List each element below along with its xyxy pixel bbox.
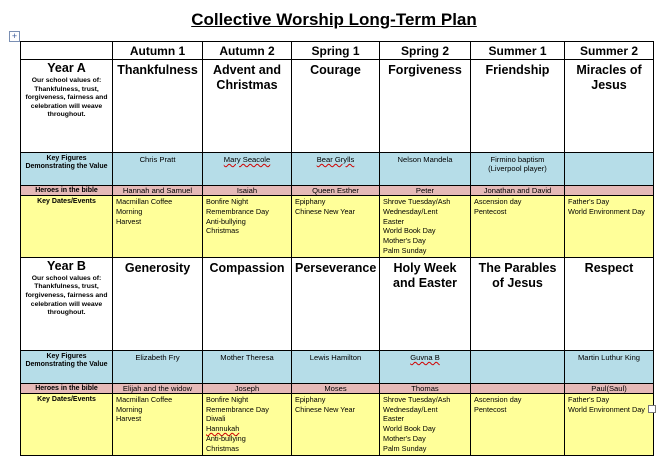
- year-b-hero-spring-1: Moses: [292, 383, 380, 393]
- year-b-key-dates-label: Key Dates/Events: [21, 393, 113, 455]
- date-item: Epiphany: [295, 197, 326, 206]
- year-b-dates-summer-2: [565, 393, 654, 455]
- date-item: Anti-bullying: [206, 433, 246, 443]
- year-a-heroes-label: Heroes in the bible: [21, 186, 113, 196]
- year-b-dates-spring-2: [380, 393, 471, 455]
- year-a-figure-spring-1-text: Bear Grylls: [316, 155, 355, 164]
- year-a-hero-autumn-1: Hannah and Samuel: [113, 186, 203, 196]
- year-b-label: Year B: [47, 258, 86, 273]
- table-move-handle-icon[interactable]: +: [9, 31, 20, 42]
- year-a-theme-summer-2: Miracles of Jesus: [565, 60, 654, 153]
- year-b-dates-autumn-2: [203, 393, 292, 455]
- year-a-theme-autumn-1: Thankfulness: [113, 60, 203, 153]
- year-b-key-figures-row: [21, 350, 654, 383]
- date-item: Chinese New Year: [295, 206, 356, 216]
- date-item: World Environment Day: [568, 206, 645, 216]
- year-a-figure-spring-1: [292, 153, 380, 186]
- year-a-dates-spring-1: [292, 196, 380, 258]
- year-a-figure-autumn-2: [203, 153, 292, 186]
- year-b-hero-summer-1: [471, 383, 565, 393]
- date-item: Chinese New Year: [295, 404, 356, 414]
- column-header-autumn-1: Autumn 1: [113, 42, 203, 60]
- date-item: Shrove Tuesday/Ash: [383, 197, 451, 206]
- year-a-hero-autumn-2: Isaiah: [203, 186, 292, 196]
- worship-plan-table: [20, 41, 654, 456]
- date-item: Father's Day: [568, 394, 610, 404]
- year-a-theme-row: [21, 60, 654, 153]
- year-b-label-cell: [21, 257, 113, 350]
- year-a-key-dates-label: Key Dates/Events: [21, 196, 113, 258]
- year-b-figure-summer-1: [471, 350, 565, 383]
- year-b-figure-spring-2-text: Guvna B: [410, 352, 440, 362]
- year-a-dates-summer-2: [565, 196, 654, 258]
- year-a-values-text: Our school values of: Thankfulness, trust, forgiveness, fairness and celebration will weave throughout.: [25, 77, 108, 119]
- year-b-heroes-row: [21, 383, 654, 393]
- date-item: Remembrance Day: [206, 206, 269, 216]
- date-item: Remembrance Day: [206, 404, 269, 414]
- date-item: Easter: [383, 216, 405, 226]
- table-resize-handle-icon[interactable]: [648, 405, 656, 413]
- date-item: Diwali: [206, 414, 226, 424]
- column-header-summer-2: Summer 2: [565, 42, 654, 60]
- year-b-theme-spring-2: Holy Week and Easter: [380, 257, 471, 350]
- date-item: World Book Day: [383, 424, 436, 434]
- year-b-dates-autumn-1: [113, 393, 203, 455]
- date-item: Mother's Day: [383, 433, 426, 443]
- date-item: Ascension day: [474, 394, 522, 404]
- year-a-heroes-row: [21, 186, 654, 196]
- date-item: Bonfire Night: [206, 197, 249, 206]
- year-a-hero-summer-2: [565, 186, 654, 196]
- year-a-hero-spring-1: Queen Esther: [292, 186, 380, 196]
- column-header-autumn-2: Autumn 2: [203, 42, 292, 60]
- date-item: Hannukah: [206, 424, 240, 434]
- date-item: Harvest: [116, 216, 142, 226]
- year-a-theme-spring-2: Forgiveness: [380, 60, 471, 153]
- column-header-spring-2: Spring 2: [380, 42, 471, 60]
- year-b-hero-autumn-2: Joseph: [203, 383, 292, 393]
- date-item: Pentecost: [474, 206, 507, 216]
- date-item: Morning: [116, 206, 143, 216]
- year-b-figure-spring-1: Lewis Hamilton: [292, 350, 380, 383]
- date-item: Mother's Day: [383, 236, 426, 246]
- year-a-dates-summer-1: [471, 196, 565, 258]
- date-item: Macmillan Coffee: [116, 197, 173, 206]
- date-item: Macmillan Coffee: [116, 394, 173, 404]
- date-item: World Book Day: [383, 226, 436, 236]
- year-a-theme-spring-1: Courage: [292, 60, 380, 153]
- year-b-theme-row: [21, 257, 654, 350]
- page-title: Collective Worship Long-Term Plan: [191, 10, 477, 29]
- header-row: [21, 42, 654, 60]
- date-item: World Environment Day: [568, 404, 645, 414]
- year-a-dates-autumn-1: [113, 196, 203, 258]
- year-b-figure-autumn-1: Elizabeth Fry: [113, 350, 203, 383]
- year-b-theme-summer-2: Respect: [565, 257, 654, 350]
- year-b-heroes-label: Heroes in the bible: [21, 383, 113, 393]
- year-a-label-cell: [21, 60, 113, 153]
- year-b-key-dates-row: [21, 393, 654, 455]
- date-item: Palm Sunday: [383, 245, 427, 255]
- year-b-theme-autumn-2: Compassion: [203, 257, 292, 350]
- year-a-theme-autumn-2: Advent and Christmas: [203, 60, 292, 153]
- year-a-theme-summer-1: Friendship: [471, 60, 565, 153]
- date-item: Ascension day: [474, 197, 522, 206]
- date-item: Bonfire Night: [206, 394, 249, 404]
- year-b-figure-summer-2: Martin Luthur King: [565, 350, 654, 383]
- date-item: Palm Sunday: [383, 443, 427, 453]
- year-b-hero-summer-2: Paul(Saul): [565, 383, 654, 393]
- date-item: Christmas: [206, 226, 239, 236]
- year-a-dates-autumn-2: [203, 196, 292, 258]
- date-item: Shrove Tuesday/Ash: [383, 394, 451, 404]
- date-item: Wednesday/Lent: [383, 404, 438, 414]
- year-a-key-figures-row: [21, 153, 654, 186]
- year-a-hero-spring-2: Peter: [380, 186, 471, 196]
- date-item: Anti-bullying: [206, 216, 246, 226]
- year-b-hero-autumn-1: Elijah and the widow: [113, 383, 203, 393]
- date-item: Epiphany: [295, 394, 326, 404]
- date-item: Wednesday/Lent: [383, 206, 438, 216]
- column-header-summer-1: Summer 1: [471, 42, 565, 60]
- year-a-figure-autumn-2-text: Mary Seacole: [223, 155, 271, 164]
- year-b-hero-spring-2: Thomas: [380, 383, 471, 393]
- year-a-figure-autumn-1: Chris Pratt: [113, 153, 203, 186]
- date-item: Morning: [116, 404, 143, 414]
- year-a-dates-spring-2: [380, 196, 471, 258]
- date-item: Father's Day: [568, 197, 610, 206]
- date-item: Pentecost: [474, 404, 507, 414]
- date-item: Easter: [383, 414, 405, 424]
- year-a-label: Year A: [47, 61, 86, 75]
- year-b-figure-autumn-2: Mother Theresa: [203, 350, 292, 383]
- year-a-figure-summer-1: Firmino baptism (Liverpool player): [471, 153, 565, 186]
- year-a-figure-summer-2: [565, 153, 654, 186]
- year-b-theme-spring-1: Perseverance: [292, 257, 380, 350]
- header-corner-cell: [21, 42, 113, 60]
- year-a-figure-spring-2: Nelson Mandela: [380, 153, 471, 186]
- date-item: Harvest: [116, 414, 142, 424]
- year-b-values-text: Our school values of: Thankfulness, trust, forgiveness, fairness and celebration will weave throughout.: [25, 274, 108, 317]
- year-b-theme-autumn-1: Generosity: [113, 257, 203, 350]
- year-a-key-dates-row: [21, 196, 654, 258]
- year-a-key-figures-label: Key Figures Demonstrating the Value: [21, 153, 113, 186]
- year-b-dates-summer-1: [471, 393, 565, 455]
- year-a-hero-summer-1: Jonathan and David: [471, 186, 565, 196]
- year-b-key-figures-label: Key Figures Demonstrating the Value: [21, 350, 113, 383]
- year-b-theme-summer-1: The Parables of Jesus: [471, 257, 565, 350]
- year-b-figure-spring-2: [380, 350, 471, 383]
- year-b-dates-spring-1: [292, 393, 380, 455]
- date-item: Christmas: [206, 443, 239, 453]
- column-header-spring-1: Spring 1: [292, 42, 380, 60]
